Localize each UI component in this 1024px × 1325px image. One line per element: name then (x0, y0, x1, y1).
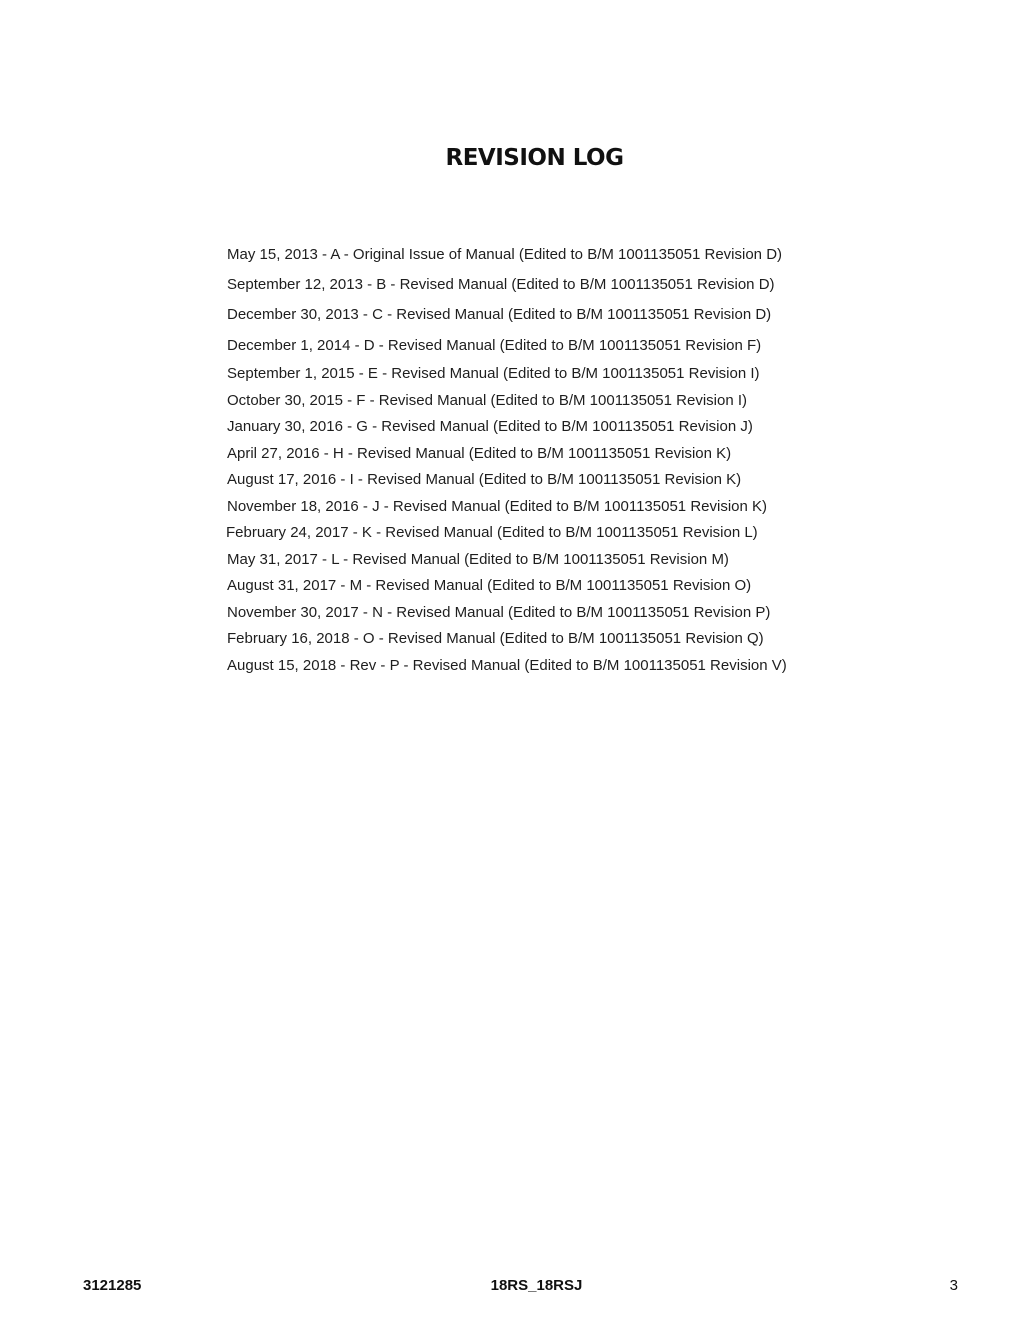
revision-entry: February 16, 2018 - O - Revised Manual (Edited to B/M 1001135051 Revision Q) (227, 630, 764, 647)
revision-entry: December 1, 2014 - D - Revised Manual (Edited to B/M 1001135051 Revision F) (227, 337, 762, 354)
revision-entry: October 30, 2015 - F - Revised Manual (Edited to B/M 1001135051 Revision I) (227, 391, 747, 409)
revision-entry: April 27, 2016 - H - Revised Manual (Edited to B/M 1001135051 Revision K) (227, 444, 732, 462)
revision-entry: August 31, 2017 - M - Revised Manual (Edited to B/M 1001135051 Revision O) (227, 577, 752, 594)
revision-entry: December 30, 2013 - C - Revised Manual (Edited to B/M 1001135051 Revision D) (227, 306, 772, 323)
revision-entry: August 15, 2018 - Rev - P - Revised Manual (Edited to B/M 1001135051 Revision V) (227, 656, 787, 674)
revision-entry: September 12, 2013 - B - Revised Manual (Edited to B/M 1001135051 Revision D) (227, 276, 775, 293)
revision-entry: February 24, 2017 - K - Revised Manual (Edited to B/M 1001135051 Revision L) (226, 524, 758, 541)
revision-entry: September 1, 2015 - E - Revised Manual (Edited to B/M 1001135051 Revision I) (227, 365, 760, 382)
revision-log-list (227, 244, 987, 681)
revision-entry: November 18, 2016 - J - Revised Manual (Edited to B/M 1001135051 Revision K) (227, 497, 768, 515)
revision-entry: May 15, 2013 - A - Original Issue of Manual (Edited to B/M 1001135051 Revision D) (227, 246, 783, 263)
revision-entry: January 30, 2016 - G - Revised Manual (Edited to B/M 1001135051 Revision J) (227, 418, 753, 435)
footer-page-number: 3 (949, 1277, 958, 1294)
revision-entry: August 17, 2016 - I - Revised Manual (Edited to B/M 1001135051 Revision K) (227, 471, 742, 488)
footer-model: 18RS_18RSJ (490, 1277, 583, 1294)
page-title: REVISION LOG (445, 145, 624, 171)
revision-entry: May 31, 2017 - L - Revised Manual (Edited to B/M 1001135051 Revision M) (227, 550, 729, 568)
footer-document-number: 3121285 (83, 1277, 142, 1294)
revision-entry: November 30, 2017 - N - Revised Manual (Edited to B/M 1001135051 Revision P) (227, 603, 771, 621)
